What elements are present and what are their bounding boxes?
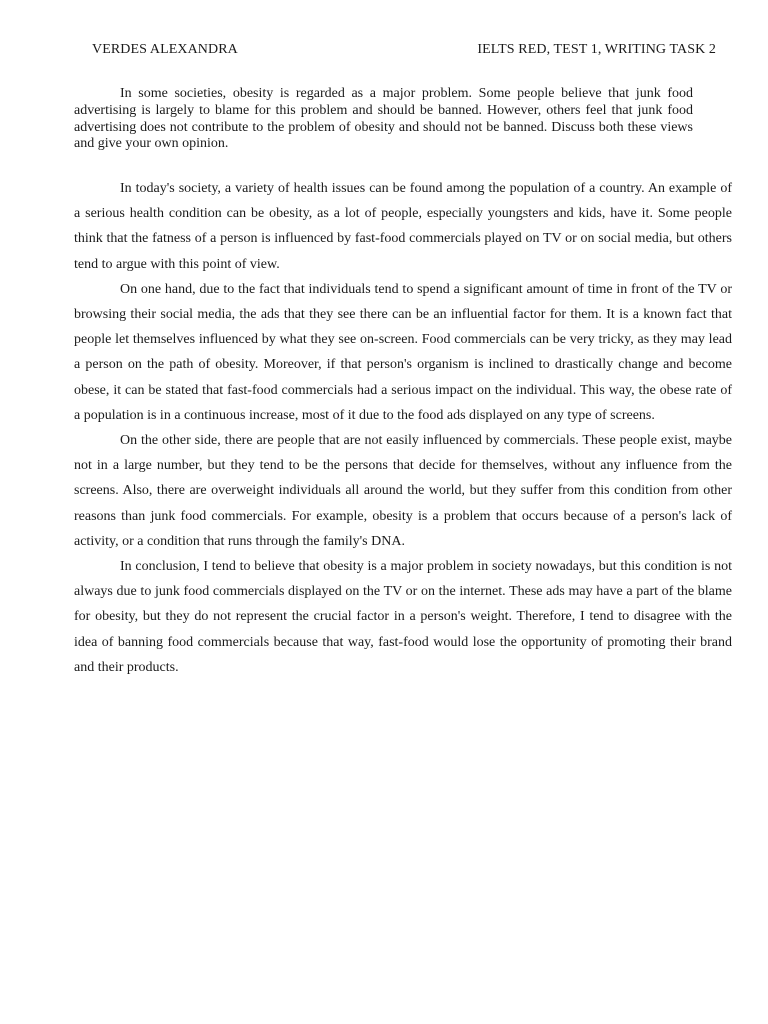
test-info: IELTS RED, TEST 1, WRITING TASK 2 [477,42,716,57]
essay-paragraph-body-2: On the other side, there are people that are not easily influenced by commercials. These people exist, maybe not in a large number, but they tend to be the persons that decide for themselves, without any influence from the screens. Also, there are overweight individuals all around the world, but they suffer from this condition from other reasons than junk food commercials. For example, obesity is a problem that occurs because of a person's lack of activity, or a condition that runs through the family's DNA. [74,433,732,549]
essay-paragraph-body-1: On one hand, due to the fact that individuals tend to spend a significant amount of time in front of the TV or browsing their social media, the ads that they see there can be an influential factor for them. It is a known fact that people let themselves influenced by what they see on-screen. Food commercials can be very tricky, as they may lead a person on the path of obesity. Moreover, if that person's organism is inclined to drastically change and become obese, it can be stated that fast-food commercials had a serious impact on the individual. This way, the obese rate of a population is in a continuous increase, most of it due to the food ads displayed on any type of screens. [74,281,732,423]
essay-paragraph-conclusion: In conclusion, I tend to believe that obesity is a major problem in society nowadays, but this condition is not always due to junk food commercials displayed on the TV or on the internet. These ads may have a part of the blame for obesity, but they do not represent the crucial factor in a person's weight. Therefore, I tend to disagree with the idea of banning food commercials because that way, fast-food would lose the opportunity of promoting their brand and their products. [74,559,732,675]
page-header [92,42,716,62]
essay-paragraph-intro: In today's society, a variety of health issues can be found among the population of a country. An example of a serious health condition can be obesity, as a lot of people, especially youngsters and kids, have it. Some people think that the fatness of a person is influenced by fast-food commercials played on TV or on social media, but others tend to argue with this point of view. [74,181,732,272]
essay-body [74,176,732,680]
task-prompt: In some societies, obesity is regarded as a major problem. Some people believe that junk food advertising is largely to blame for this problem and should be banned. However, others feel that junk food advertising does not contribute to the problem of obesity and should not be banned. Discuss both these views and give your own opinion. [74,86,693,152]
author-name: VERDES ALEXANDRA [92,42,238,57]
